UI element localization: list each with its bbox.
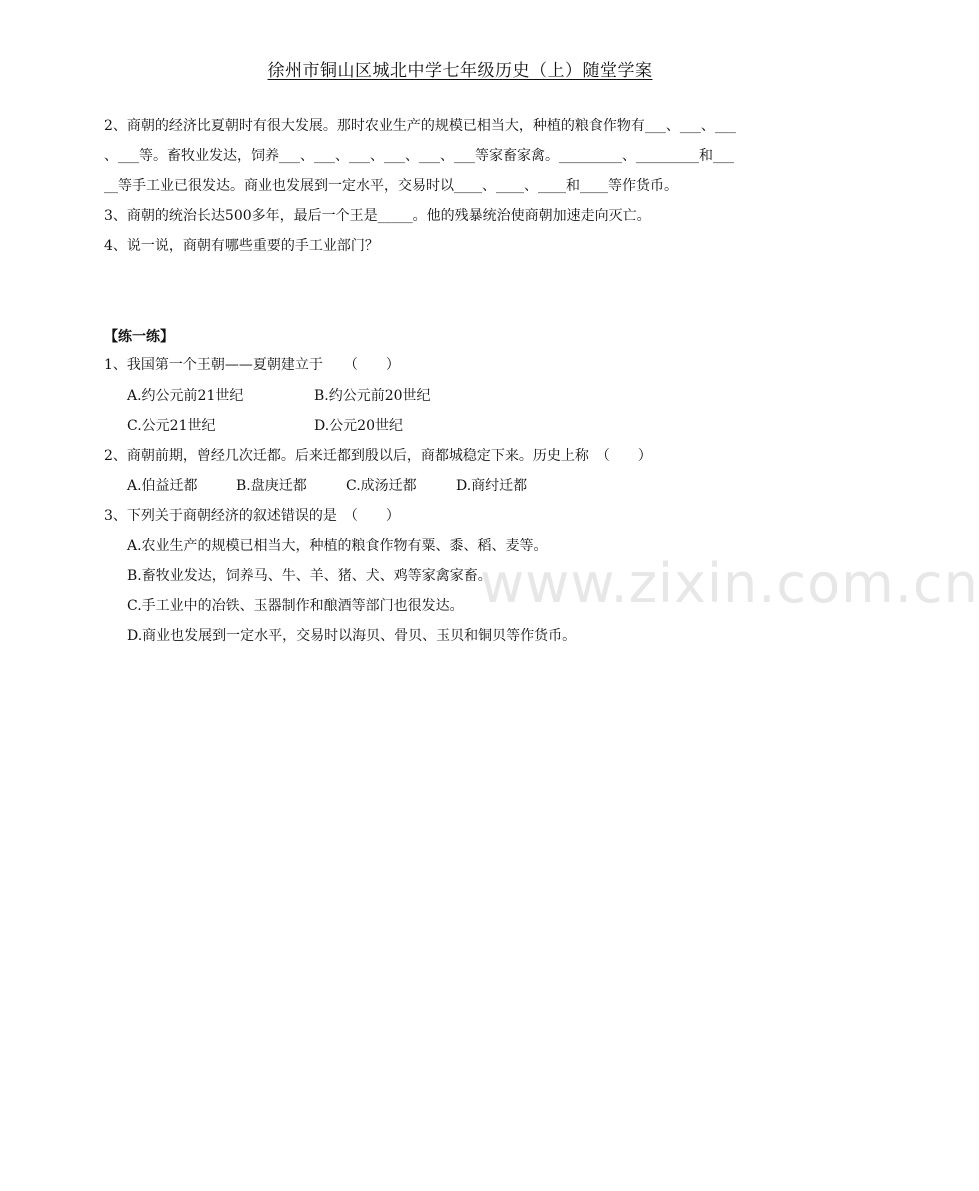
question-2-option-a: A.伯益迁都 [127,478,198,494]
question-1-option-d: D.公元20世纪 [314,418,403,434]
question-2-option-b: B.盘庚迁都 [236,478,307,494]
question-3-option-c: C.手工业中的冶铁、玉器制作和酿酒等部门也很发达。 [127,598,464,614]
question-2-option-c: C.成汤迁都 [346,478,417,494]
study-line-2: 、___等。畜牧业发达，饲养___、___、___、___、___、___等家畜家禽。_________、_________和___ [104,148,734,164]
question-3-stem: 3、下列关于商朝经济的叙述错误的是 （ ） [104,508,400,524]
question-3-option-a: A.农业生产的规模已相当大，种植的粮食作物有粟、黍、稻、麦等。 [127,538,548,554]
question-2-stem: 2、商朝前期，曾经几次迁都。后来迁都到殷以后，商都城稳定下来。历史上称 （ ） [104,448,652,464]
practice-heading: 【练一练】 [104,329,174,345]
question-3-option-d: D.商业也发展到一定水平，交易时以海贝、骨贝、玉贝和铜贝等作货币。 [127,628,577,644]
question-1-option-a: A.约公元前21世纪 [127,388,244,404]
question-3-option-b: B.畜牧业发达，饲养马、牛、羊、猪、犬、鸡等家禽家畜。 [127,568,492,584]
study-line-5: 4、说一说，商朝有哪些重要的手工业部门？ [104,238,379,254]
question-1-option-b: B.约公元前20世纪 [314,388,431,404]
question-1-stem: 1、我国第一个王朝——夏朝建立于 （ ） [104,357,400,373]
study-line-4: 3、商朝的统治长达500多年，最后一个王是_____。他的残暴统治使商朝加速走向灭亡。 [104,208,651,224]
study-line-1: 2、商朝的经济比夏朝时有很大发展。那时农业生产的规模已相当大，种植的粮食作物有___、___、___ [104,118,736,134]
question-1-option-c: C.公元21世纪 [127,418,216,434]
watermark: www.zixin.com.cn [480,552,979,615]
study-line-3: __等手工业已很发达。商业也发展到一定水平，交易时以____、____、____和____等作货币。 [104,178,678,194]
question-2-option-d: D.商纣迁都 [456,478,528,494]
page-title: 徐州市铜山区城北中学七年级历史（上）随堂学案 [267,61,653,81]
